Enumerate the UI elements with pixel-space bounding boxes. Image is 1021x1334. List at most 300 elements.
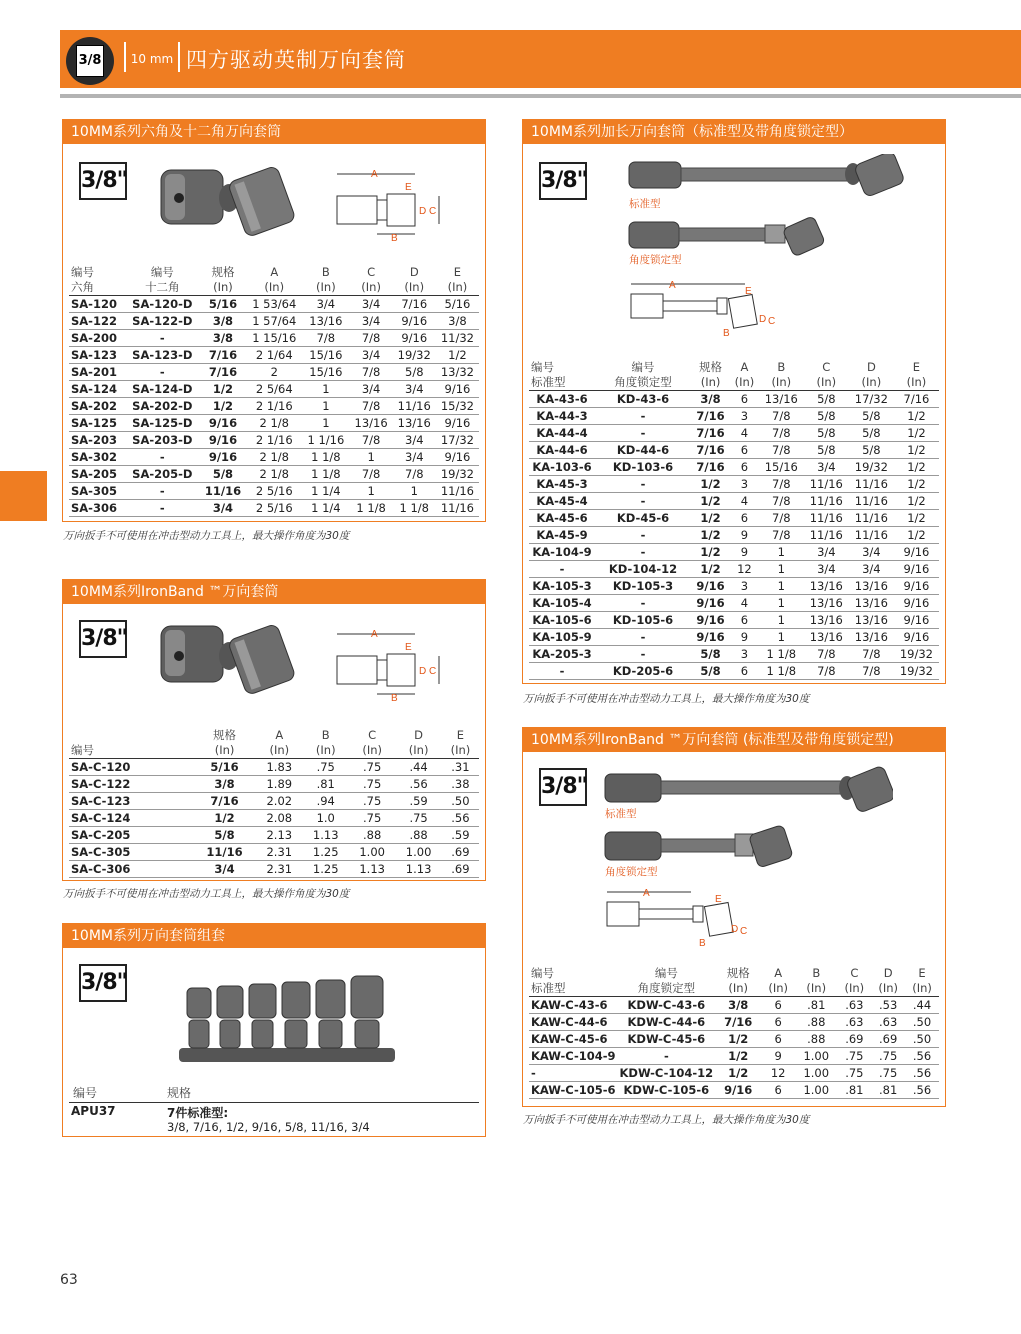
table-cell: 1/2 [436, 347, 479, 364]
table-cell: 1 15/16 [246, 330, 302, 347]
dim-label-c: C [768, 316, 776, 327]
table-cell: 11/32 [436, 330, 479, 347]
table-cell: 1.00 [795, 1082, 837, 1099]
table-cell: .75 [349, 759, 395, 776]
table-cell: 13/16 [849, 629, 894, 646]
spec-table [69, 265, 479, 517]
col-header: E (In) [905, 966, 939, 997]
table-cell: SA-306 [69, 500, 125, 517]
table-header-row [529, 360, 939, 391]
table-cell: 13/16 [393, 415, 436, 432]
table-cell: 1/2 [691, 544, 730, 561]
panel-hex-12pt-universal-sockets [62, 119, 486, 542]
panel-title: 10MM系列IronBand ™万向套筒 (标准型及带角度锁定型) [523, 728, 945, 752]
col-header: A (In) [761, 966, 795, 997]
table-row [69, 827, 479, 844]
table-cell: SA-C-205 [69, 827, 193, 844]
table-cell: SA-203 [69, 432, 125, 449]
table-row [529, 527, 939, 544]
table-cell: KD-205-6 [595, 663, 691, 680]
table-cell: KD-103-6 [595, 459, 691, 476]
table-cell: .44 [395, 759, 441, 776]
table-cell: KDW-C-43-6 [618, 997, 716, 1014]
table-cell: 1/2 [200, 398, 247, 415]
table-cell: 5/8 [804, 391, 849, 408]
table-cell: - [529, 1065, 618, 1082]
panel-title: 10MM系列加长万向套筒（标准型及带角度锁定型） [523, 120, 945, 144]
table-cell: 3/4 [849, 561, 894, 578]
ironband-extension-lock-image [603, 824, 823, 868]
table-cell: 2.31 [256, 844, 302, 861]
table-cell: .75 [837, 1065, 871, 1082]
table-cell: KAW-C-104-9 [531, 1049, 616, 1063]
table-cell: 11/16 [393, 398, 436, 415]
dimension-diagram [329, 166, 449, 242]
table-cell: KDW-C-45-6 [618, 1031, 716, 1048]
set-code: APU37 [71, 1104, 116, 1118]
table-cell: - [125, 500, 200, 517]
table-cell: 6 [761, 997, 795, 1014]
table-cell: 7/8 [759, 476, 804, 493]
table-cell: SA-C-305 [69, 844, 193, 861]
table-cell: 5/16 [436, 296, 479, 313]
table-cell: .88 [349, 827, 395, 844]
table-cell: .75 [303, 759, 349, 776]
table-cell: 1/2 [200, 381, 247, 398]
table-cell: 15/16 [759, 459, 804, 476]
table-cell: 11/16 [200, 483, 247, 500]
table-cell: 7/16 [691, 425, 730, 442]
table-cell: 1/2 [894, 408, 939, 425]
table-cell: 1 1/16 [302, 432, 349, 449]
table-cell: SA-122-D [125, 313, 200, 330]
table-cell: .88 [395, 827, 441, 844]
table-cell: 1/2 [894, 510, 939, 527]
col-header: E (In) [436, 265, 479, 296]
dim-label-d: D [731, 924, 739, 935]
table-cell: 13/16 [759, 391, 804, 408]
table-cell: - [529, 663, 595, 680]
table-row [69, 296, 479, 313]
table-cell: 3/4 [804, 544, 849, 561]
table-cell: 5/16 [193, 759, 256, 776]
table-cell: 5/8 [849, 442, 894, 459]
table-cell: 7/16 [200, 364, 247, 381]
table-cell: 9/16 [894, 561, 939, 578]
table-cell: - [595, 646, 691, 663]
col-header: B (In) [303, 728, 349, 759]
table-cell: SA-C-306 [69, 861, 193, 878]
table-cell: 1/2 [691, 527, 730, 544]
table-cell: 5/8 [849, 425, 894, 442]
table-cell: 1.89 [256, 776, 302, 793]
table-cell: 3/4 [350, 347, 393, 364]
page-number: 63 [60, 1272, 78, 1288]
table-cell: 13/16 [849, 578, 894, 595]
table-cell: 7/8 [350, 466, 393, 483]
panel-extension-universal-sockets [522, 119, 946, 705]
col-header: 编号 角度锁定型 [595, 360, 691, 391]
table-cell: 13/16 [804, 612, 849, 629]
table-cell: 7/8 [759, 527, 804, 544]
col-header: 编号 [69, 728, 193, 759]
table-cell: - [595, 476, 691, 493]
table-cell: 3/4 [193, 861, 256, 878]
table-cell: SA-C-123 [69, 793, 193, 810]
table-cell: 1 [759, 561, 804, 578]
ironband-socket-image [157, 620, 297, 694]
table-cell: 3/8 [200, 330, 247, 347]
section-side-tab [0, 471, 47, 521]
table-cell: 9/16 [200, 415, 247, 432]
usage-note: 万向扳手不可使用在冲击型动力工具上，最大操作角度为30度 [523, 1114, 810, 1126]
table-cell: 9 [730, 544, 759, 561]
table-cell: SA-201 [69, 364, 125, 381]
col-header: C (In) [804, 360, 849, 391]
table-cell: 3/4 [804, 459, 849, 476]
table-cell: 7/8 [350, 398, 393, 415]
table-cell: 11/16 [849, 476, 894, 493]
table-cell: .81 [303, 776, 349, 793]
table-header-row [529, 966, 939, 997]
table-row [529, 408, 939, 425]
table-cell: SA-120 [69, 296, 125, 313]
table-cell: 3/8 [691, 391, 730, 408]
table-cell: KA-45-6 [529, 510, 595, 527]
table-cell: 19/32 [894, 663, 939, 680]
table-cell: 11/16 [849, 510, 894, 527]
set-col-code-header: 编号 [73, 1086, 98, 1100]
table-cell: .63 [837, 997, 871, 1014]
table-cell: KA-103-6 [529, 459, 595, 476]
col-header: D (In) [871, 966, 905, 997]
label-angle-lock: 角度锁定型 [629, 254, 682, 266]
panel-ironband-universal-sockets [62, 579, 486, 900]
table-cell: - [595, 408, 691, 425]
table-cell: 9 [730, 629, 759, 646]
table-cell: - [125, 330, 200, 347]
table-cell: KDW-C-44-6 [618, 1014, 716, 1031]
table-cell: 1 [350, 483, 393, 500]
table-cell: .50 [905, 1031, 939, 1048]
col-header: B (In) [759, 360, 804, 391]
table-cell: 1.00 [395, 844, 441, 861]
table-cell: SA-205 [69, 466, 125, 483]
table-row [69, 776, 479, 793]
table-cell: - [529, 561, 595, 578]
table-cell: .56 [905, 1048, 939, 1065]
set-spec-line1: 7件标准型: [167, 1106, 229, 1120]
drive-mm-label: 10 mm [124, 42, 180, 72]
table-cell: 3/8 [715, 997, 761, 1014]
table-cell: .69 [442, 844, 479, 861]
col-header: C (In) [837, 966, 871, 997]
dim-label-e: E [405, 642, 412, 653]
table-row [69, 759, 479, 776]
table-cell: 1 1/8 [759, 646, 804, 663]
table-cell: 3/8 [436, 313, 479, 330]
table-cell: - [595, 425, 691, 442]
table-cell: KA-45-3 [529, 476, 595, 493]
col-header: 编号 标准型 [529, 966, 618, 997]
table-cell: 7/8 [849, 646, 894, 663]
col-header: 规格 (In) [193, 728, 256, 759]
table-row [69, 483, 479, 500]
table-cell: 1 1/4 [302, 483, 349, 500]
table-cell: 9/16 [393, 313, 436, 330]
table-cell: 3/8 [200, 313, 247, 330]
table-cell: .88 [795, 1031, 837, 1048]
table-cell: 1 [302, 398, 349, 415]
universal-socket-image [157, 164, 297, 236]
dim-label-e: E [715, 894, 722, 905]
table-row [529, 595, 939, 612]
col-header: 规格 (In) [200, 265, 247, 296]
table-cell: 2 1/8 [246, 466, 302, 483]
table-cell: 9/16 [200, 432, 247, 449]
table-cell: 6 [730, 663, 759, 680]
table-cell: KA-45-9 [529, 527, 595, 544]
table-cell: KDW-C-105-6 [618, 1082, 716, 1099]
table-cell: - [595, 629, 691, 646]
table-cell: 12 [761, 1065, 795, 1082]
table-cell: 7/16 [715, 1014, 761, 1031]
table-cell: 1.25 [303, 844, 349, 861]
table-row [69, 347, 479, 364]
table-cell: .75 [349, 810, 395, 827]
table-cell: .59 [395, 793, 441, 810]
table-row [529, 1065, 939, 1082]
table-cell: 19/32 [436, 466, 479, 483]
table-cell: 2 1/16 [246, 432, 302, 449]
table-cell: 1 [759, 612, 804, 629]
table-cell: 5/8 [691, 663, 730, 680]
table-cell: 7/16 [200, 347, 247, 364]
dim-label-b: B [391, 233, 398, 242]
table-cell: 2.31 [256, 861, 302, 878]
table-cell: KA-45-4 [529, 493, 595, 510]
table-cell: 3/4 [393, 432, 436, 449]
table-cell: 7/8 [302, 330, 349, 347]
table-cell: 1.00 [795, 1065, 837, 1082]
dimension-diagram [329, 626, 449, 702]
table-cell: 2 1/16 [246, 398, 302, 415]
table-cell: .94 [303, 793, 349, 810]
col-header: A (In) [256, 728, 302, 759]
table-cell: 2 1/64 [246, 347, 302, 364]
table-cell: 1 [759, 629, 804, 646]
table-cell: 17/32 [436, 432, 479, 449]
table-cell: SA-125-D [125, 415, 200, 432]
table-cell: 1 [393, 483, 436, 500]
table-cell: SA-202-D [125, 398, 200, 415]
panel-universal-socket-set [62, 923, 486, 1137]
table-cell: 3/4 [200, 500, 247, 517]
table-cell: KA-44-3 [529, 408, 595, 425]
table-cell: KD-105-3 [595, 578, 691, 595]
table-cell: 4 [730, 595, 759, 612]
label-angle-lock: 角度锁定型 [605, 866, 658, 878]
table-cell: KA-205-3 [529, 646, 595, 663]
table-cell: 7/8 [350, 364, 393, 381]
table-cell: 6 [730, 612, 759, 629]
table-cell: 11/16 [804, 510, 849, 527]
table-cell: KA-105-9 [529, 629, 595, 646]
col-header: B (In) [795, 966, 837, 997]
table-cell: SA-205-D [125, 466, 200, 483]
size-indicator: 3/8" [539, 768, 587, 806]
dim-label-a: A [643, 888, 650, 899]
table-cell: SA-124 [69, 381, 125, 398]
table-cell: KA-105-4 [529, 595, 595, 612]
table-cell: 1.13 [395, 861, 441, 878]
table-cell: 13/16 [302, 313, 349, 330]
panel-title: 10MM系列万向套筒组套 [63, 924, 485, 948]
table-cell: .31 [442, 759, 479, 776]
table-cell: .81 [871, 1082, 905, 1099]
table-cell: 7/16 [393, 296, 436, 313]
table-cell: 12 [730, 561, 759, 578]
spec-table [529, 360, 939, 680]
table-cell: 11/16 [849, 527, 894, 544]
table-cell: 7/8 [759, 510, 804, 527]
table-cell: KAW-C-45-6 [529, 1031, 618, 1048]
table-cell: .56 [905, 1082, 939, 1099]
table-cell: 1/2 [894, 527, 939, 544]
table-cell: 6 [730, 459, 759, 476]
table-cell: 1 [302, 415, 349, 432]
table-cell: 2 [246, 364, 302, 381]
table-cell: 7/8 [759, 442, 804, 459]
table-cell: KD-45-6 [595, 510, 691, 527]
usage-note: 万向扳手不可使用在冲击型动力工具上，最大操作角度为30度 [63, 530, 350, 542]
table-header-row [69, 728, 479, 759]
col-header: B (In) [302, 265, 349, 296]
table-cell: 7/16 [691, 442, 730, 459]
col-header: 编号 十二角 [125, 265, 200, 296]
table-cell: .56 [395, 776, 441, 793]
table-cell: 7/8 [849, 663, 894, 680]
col-header: 编号 角度锁定型 [618, 966, 716, 997]
table-cell: 6 [730, 391, 759, 408]
table-cell: 1.0 [303, 810, 349, 827]
table-cell: 2 5/16 [246, 483, 302, 500]
table-cell: 1 1/8 [393, 500, 436, 517]
table-row [529, 544, 939, 561]
table-row [529, 459, 939, 476]
table-cell: 9/16 [894, 544, 939, 561]
dimension-diagram [603, 884, 773, 950]
table-cell: 5/16 [200, 296, 247, 313]
table-cell: 9/16 [715, 1082, 761, 1099]
dim-label-b: B [391, 693, 398, 702]
dim-label-c: C [740, 926, 748, 937]
table-cell: 6 [730, 442, 759, 459]
table-row [529, 510, 939, 527]
table-cell: 1 1/8 [302, 466, 349, 483]
table-cell: 2.08 [256, 810, 302, 827]
table-cell: 11/16 [849, 493, 894, 510]
table-cell: 7/8 [804, 663, 849, 680]
col-header: E (In) [894, 360, 939, 391]
label-standard: 标准型 [629, 198, 661, 210]
header-rule [69, 1102, 479, 1103]
spec-table [69, 728, 479, 878]
table-cell: 9/16 [894, 578, 939, 595]
dim-label-e: E [745, 286, 752, 297]
table-cell: 7/8 [350, 330, 393, 347]
table-cell: 2 5/16 [246, 500, 302, 517]
table-row [69, 330, 479, 347]
table-cell: 1/2 [715, 1048, 761, 1065]
table-cell: 1/2 [715, 1031, 761, 1048]
table-cell: - [618, 1048, 716, 1065]
table-row [529, 612, 939, 629]
table-cell: 11/16 [193, 844, 256, 861]
table-cell: .50 [905, 1014, 939, 1031]
table-cell: 7/16 [691, 408, 730, 425]
table-cell: KA-44-6 [529, 442, 595, 459]
table-row [69, 364, 479, 381]
table-cell: - [125, 449, 200, 466]
table-row [529, 997, 939, 1014]
table-cell: 3/4 [350, 296, 393, 313]
table-cell: 19/32 [849, 459, 894, 476]
spec-table [529, 966, 939, 1099]
table-cell: 3/4 [804, 561, 849, 578]
table-cell: 1 [302, 381, 349, 398]
panel-title: 10MM系列IronBand ™万向套筒 [63, 580, 485, 604]
table-cell: .44 [905, 997, 939, 1014]
table-cell: 3 [730, 408, 759, 425]
set-col-spec-header: 规格 [167, 1086, 192, 1100]
table-cell: 1.83 [256, 759, 302, 776]
table-cell: 1/2 [691, 476, 730, 493]
table-cell: 9/16 [436, 381, 479, 398]
table-cell: .63 [871, 1014, 905, 1031]
table-cell: .50 [442, 793, 479, 810]
table-cell: SA-123 [69, 347, 125, 364]
table-cell: 13/16 [849, 612, 894, 629]
table-cell: SA-125 [69, 415, 125, 432]
table-cell: KA-44-4 [529, 425, 595, 442]
table-cell: 3/4 [393, 381, 436, 398]
table-cell: 1.00 [795, 1048, 837, 1065]
table-cell: 19/32 [393, 347, 436, 364]
table-cell: SA-302 [69, 449, 125, 466]
table-cell: .69 [837, 1031, 871, 1048]
table-cell: 1 53/64 [246, 296, 302, 313]
table-cell: - [595, 595, 691, 612]
size-indicator: 3/8" [79, 620, 127, 658]
dim-label-d: D [419, 666, 427, 677]
table-cell: KAW-C-105-6 [531, 1083, 616, 1097]
dim-label-a: A [669, 280, 676, 291]
table-cell: SA-200 [69, 330, 125, 347]
drive-size-badge [66, 37, 114, 85]
table-cell: 1 1/8 [759, 663, 804, 680]
size-indicator: 3/8" [539, 162, 587, 200]
table-cell: 1/2 [715, 1065, 761, 1082]
table-cell: 19/32 [894, 646, 939, 663]
table-cell: - [125, 364, 200, 381]
header-divider [60, 94, 1021, 98]
table-cell: .63 [837, 1014, 871, 1031]
table-cell: 5/8 [691, 646, 730, 663]
table-cell: 6 [761, 1031, 795, 1048]
table-row [69, 810, 479, 827]
table-cell: .69 [442, 861, 479, 878]
